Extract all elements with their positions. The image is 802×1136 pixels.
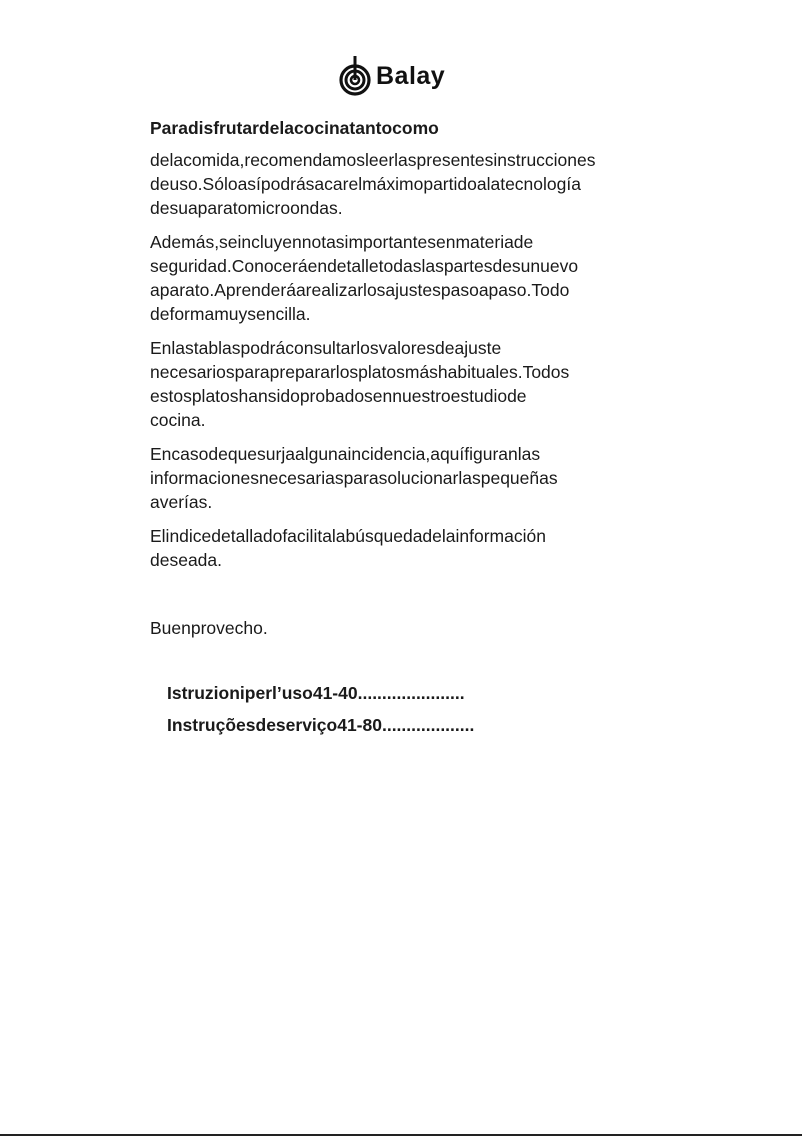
balay-logo — [338, 54, 445, 98]
paragraph-line: deformamuysencilla. — [150, 304, 311, 324]
table-of-contents — [167, 677, 474, 741]
paragraph-line: cocina. — [150, 410, 206, 430]
paragraph-line: deuso.Sóloasípodrásacarelmáximopartidoalatecnología — [150, 174, 581, 194]
intro-text — [150, 116, 670, 640]
paragraph — [150, 524, 670, 572]
paragraph — [150, 336, 670, 432]
paragraph-line: seguridad.Conoceráendetalletodaslaspartesdesunuevo — [150, 256, 579, 276]
logo-text: Balay — [376, 61, 446, 90]
paragraph — [150, 442, 670, 514]
paragraph-line: deseada. — [150, 550, 223, 570]
paragraphs — [150, 148, 670, 572]
toc-item-italian[interactable]: Istruzioniperl’uso41-40...................... — [167, 683, 465, 703]
paragraph — [150, 148, 670, 220]
paragraph-line: informacionesnecesariasparasolucionarlaspequeñas — [150, 468, 558, 488]
paragraph — [150, 230, 670, 326]
paragraph-line: estosplatoshansidoprobadosennuestroestudiode — [150, 386, 527, 406]
balay-spiral-icon — [338, 54, 372, 98]
paragraph-line: Enlastablaspodráconsultarlosvaloresdeajuste — [150, 338, 502, 358]
paragraph-line: Elindicedetalladofacilitalabúsquedadelainformación — [150, 526, 546, 546]
paragraph-line: desuaparatomicroondas. — [150, 198, 343, 218]
paragraph-line: aparato.Aprenderáarealizarlosajustespasoapaso.Todo — [150, 280, 570, 300]
heading: Paradisfrutardelacocinatantocomo — [150, 118, 439, 138]
closing: Buenprovecho. — [150, 618, 268, 638]
paragraph-line: necesariosparaprepararlosplatosmáshabituales.Todos — [150, 362, 570, 382]
paragraph-line: Además,seincluyennotasimportantesenmateriade — [150, 232, 534, 252]
paragraph-line: averías. — [150, 492, 213, 512]
toc-item-portuguese[interactable]: Instruçõesdeserviço41-80................... — [167, 715, 475, 735]
paragraph-line: delacomida,recomendamosleerlaspresentesinstrucciones — [150, 150, 596, 170]
paragraph-line: Encasodequesurjaalgunaincidencia,aquífiguranlas — [150, 444, 541, 464]
